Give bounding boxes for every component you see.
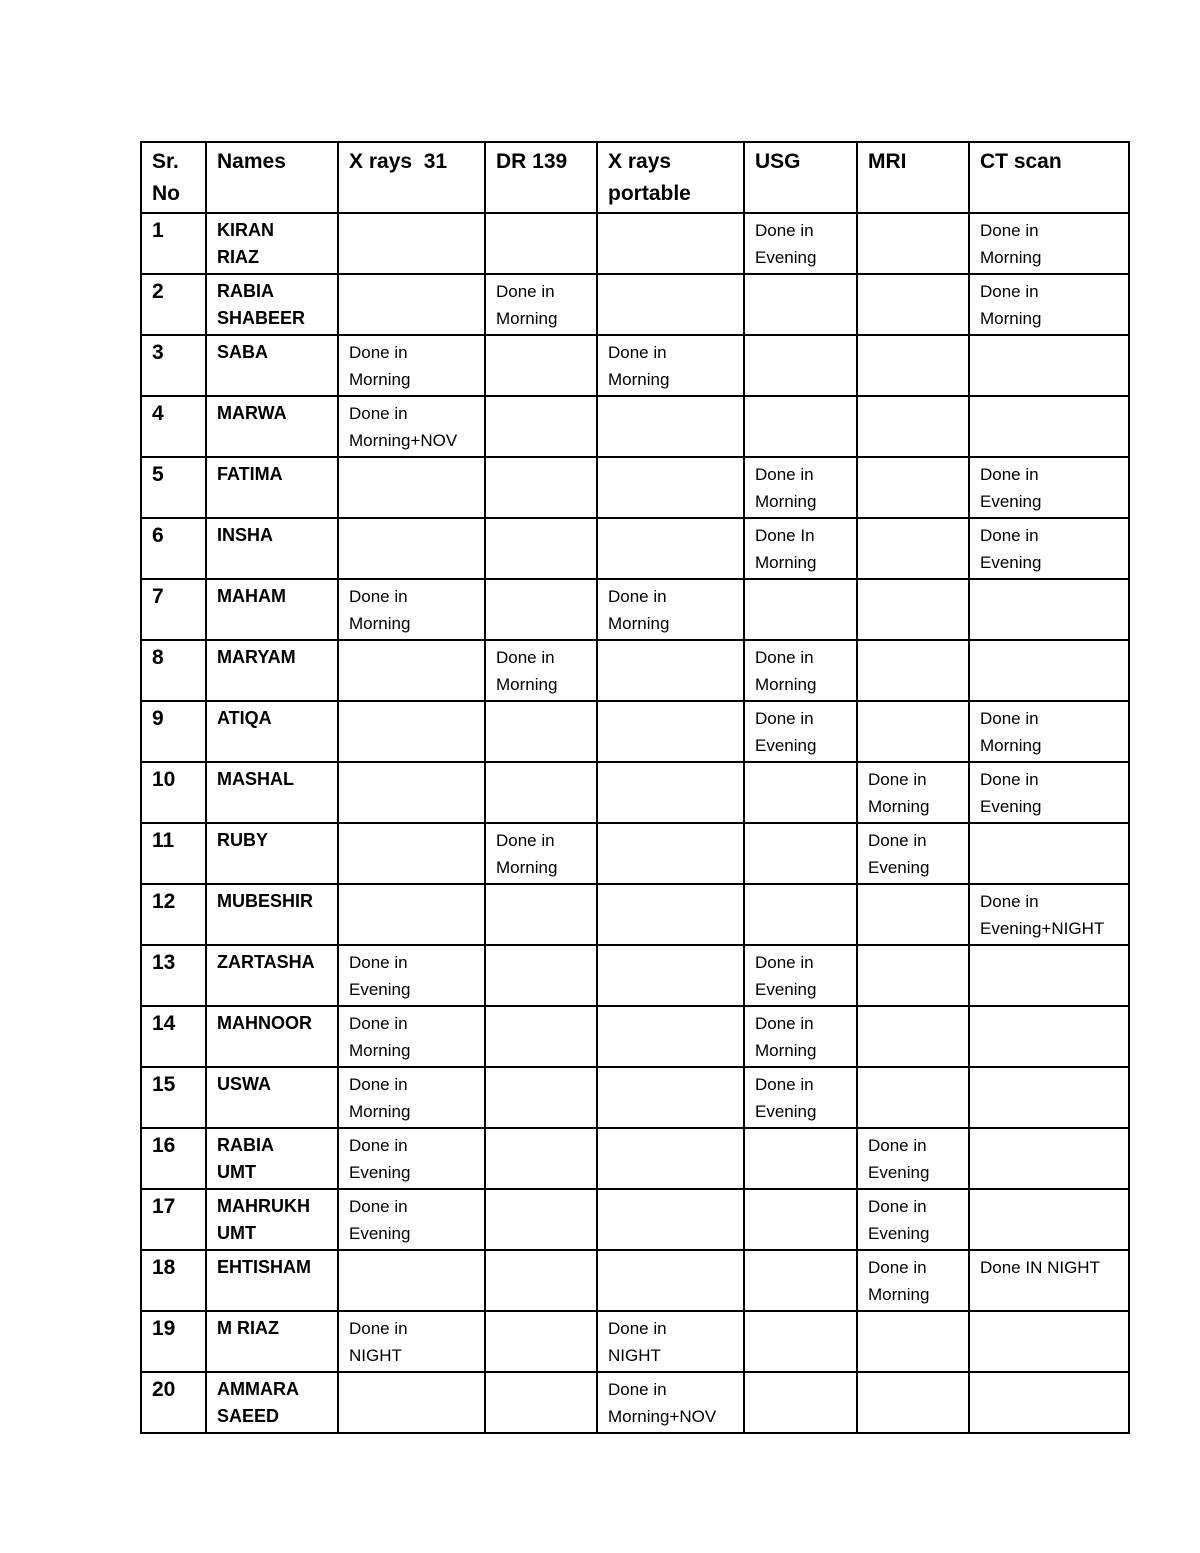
- mri-cell: Done in Evening: [857, 1128, 969, 1189]
- dr-139-cell: [485, 1250, 597, 1311]
- ct-scan-cell: [969, 1189, 1129, 1250]
- header-names: Names: [206, 142, 338, 213]
- header-xrays-31: X rays 31: [338, 142, 485, 213]
- xrays-portable-cell: [597, 1189, 744, 1250]
- usg-cell: [744, 823, 857, 884]
- xrays-31-cell: [338, 1372, 485, 1433]
- ct-scan-cell: Done in Evening: [969, 457, 1129, 518]
- mri-cell: [857, 213, 969, 274]
- table-row: [141, 1372, 1129, 1433]
- table-row: [141, 1128, 1129, 1189]
- xrays-portable-cell: Done in Morning: [597, 335, 744, 396]
- name-cell: RABIA SHABEER: [206, 274, 338, 335]
- xrays-portable-cell: Done in Morning: [597, 579, 744, 640]
- name-cell: MASHAL: [206, 762, 338, 823]
- dr-139-cell: [485, 1372, 597, 1433]
- dr-139-cell: [485, 396, 597, 457]
- usg-cell: Done in Morning: [744, 457, 857, 518]
- xrays-31-cell: Done in Evening: [338, 945, 485, 1006]
- xrays-portable-cell: Done in Morning+NOV: [597, 1372, 744, 1433]
- ct-scan-cell: [969, 640, 1129, 701]
- table-row: [141, 1189, 1129, 1250]
- sr-no-cell: 20: [141, 1372, 206, 1433]
- sr-no-cell: 7: [141, 579, 206, 640]
- sr-no-cell: 1: [141, 213, 206, 274]
- name-cell: FATIMA: [206, 457, 338, 518]
- name-cell: INSHA: [206, 518, 338, 579]
- header-dr-139: DR 139: [485, 142, 597, 213]
- mri-cell: [857, 396, 969, 457]
- xrays-31-cell: [338, 640, 485, 701]
- table-row: [141, 579, 1129, 640]
- xrays-portable-cell: [597, 518, 744, 579]
- dr-139-cell: [485, 579, 597, 640]
- mri-cell: [857, 945, 969, 1006]
- dr-139-cell: [485, 335, 597, 396]
- dr-139-cell: [485, 213, 597, 274]
- mri-cell: [857, 1311, 969, 1372]
- dr-139-cell: [485, 1311, 597, 1372]
- dr-139-cell: Done in Morning: [485, 274, 597, 335]
- table-row: [141, 701, 1129, 762]
- xrays-31-cell: Done in Morning: [338, 335, 485, 396]
- xrays-portable-cell: [597, 945, 744, 1006]
- table-row: [141, 396, 1129, 457]
- name-cell: M RIAZ: [206, 1311, 338, 1372]
- sr-no-cell: 17: [141, 1189, 206, 1250]
- xrays-portable-cell: [597, 884, 744, 945]
- xrays-portable-cell: [597, 762, 744, 823]
- xrays-31-cell: [338, 1250, 485, 1311]
- ct-scan-cell: Done in Morning: [969, 701, 1129, 762]
- table-row: [141, 945, 1129, 1006]
- xrays-portable-cell: [597, 1250, 744, 1311]
- ct-scan-cell: Done in Morning: [969, 213, 1129, 274]
- name-cell: MAHRUKH UMT: [206, 1189, 338, 1250]
- ct-scan-cell: Done IN NIGHT: [969, 1250, 1129, 1311]
- sr-no-cell: 3: [141, 335, 206, 396]
- xrays-31-cell: Done in NIGHT: [338, 1311, 485, 1372]
- ct-scan-cell: Done in Evening: [969, 762, 1129, 823]
- table-row: [141, 213, 1129, 274]
- ct-scan-cell: [969, 396, 1129, 457]
- xrays-31-cell: Done in Evening: [338, 1128, 485, 1189]
- sr-no-cell: 13: [141, 945, 206, 1006]
- xrays-portable-cell: [597, 1128, 744, 1189]
- ct-scan-cell: [969, 1311, 1129, 1372]
- table-body: [141, 213, 1129, 1433]
- dr-139-cell: [485, 1006, 597, 1067]
- table-row: [141, 640, 1129, 701]
- usg-cell: [744, 1372, 857, 1433]
- dr-139-cell: [485, 762, 597, 823]
- xrays-31-cell: Done in Morning: [338, 1006, 485, 1067]
- ct-scan-cell: [969, 335, 1129, 396]
- table-header: [141, 142, 1129, 213]
- table-row: [141, 1311, 1129, 1372]
- name-cell: ZARTASHA: [206, 945, 338, 1006]
- ct-scan-cell: [969, 945, 1129, 1006]
- dr-139-cell: [485, 945, 597, 1006]
- xrays-portable-cell: [597, 823, 744, 884]
- name-cell: RABIA UMT: [206, 1128, 338, 1189]
- ct-scan-cell: [969, 823, 1129, 884]
- header-mri: MRI: [857, 142, 969, 213]
- xrays-31-cell: [338, 457, 485, 518]
- sr-no-cell: 6: [141, 518, 206, 579]
- sr-no-cell: 10: [141, 762, 206, 823]
- xrays-31-cell: [338, 213, 485, 274]
- table-row: [141, 274, 1129, 335]
- table-row: [141, 1006, 1129, 1067]
- mri-cell: Done in Evening: [857, 823, 969, 884]
- usg-cell: [744, 762, 857, 823]
- usg-cell: [744, 884, 857, 945]
- name-cell: RUBY: [206, 823, 338, 884]
- header-ct-scan: CT scan: [969, 142, 1129, 213]
- xrays-portable-cell: Done in NIGHT: [597, 1311, 744, 1372]
- table-row: [141, 518, 1129, 579]
- xrays-portable-cell: [597, 396, 744, 457]
- sr-no-cell: 14: [141, 1006, 206, 1067]
- duty-roster-table: [140, 141, 1130, 1434]
- ct-scan-cell: Done in Evening+NIGHT: [969, 884, 1129, 945]
- name-cell: MARWA: [206, 396, 338, 457]
- usg-cell: [744, 1128, 857, 1189]
- usg-cell: Done in Evening: [744, 1067, 857, 1128]
- mri-cell: [857, 518, 969, 579]
- name-cell: MAHAM: [206, 579, 338, 640]
- xrays-31-cell: Done in Morning+NOV: [338, 396, 485, 457]
- dr-139-cell: [485, 701, 597, 762]
- usg-cell: Done in Morning: [744, 640, 857, 701]
- mri-cell: [857, 884, 969, 945]
- sr-no-cell: 19: [141, 1311, 206, 1372]
- dr-139-cell: Done in Morning: [485, 823, 597, 884]
- table-row: [141, 762, 1129, 823]
- usg-cell: [744, 335, 857, 396]
- name-cell: SABA: [206, 335, 338, 396]
- xrays-portable-cell: [597, 213, 744, 274]
- dr-139-cell: [485, 1128, 597, 1189]
- usg-cell: [744, 1311, 857, 1372]
- usg-cell: Done in Morning: [744, 1006, 857, 1067]
- header-xrays-portable: X rays portable: [597, 142, 744, 213]
- mri-cell: [857, 335, 969, 396]
- table-row: [141, 884, 1129, 945]
- table-row: [141, 1067, 1129, 1128]
- mri-cell: Done in Evening: [857, 1189, 969, 1250]
- xrays-portable-cell: [597, 1006, 744, 1067]
- xrays-31-cell: [338, 518, 485, 579]
- mri-cell: [857, 1067, 969, 1128]
- dr-139-cell: [485, 518, 597, 579]
- usg-cell: [744, 579, 857, 640]
- ct-scan-cell: Done in Evening: [969, 518, 1129, 579]
- header-usg: USG: [744, 142, 857, 213]
- ct-scan-cell: [969, 1372, 1129, 1433]
- usg-cell: [744, 1189, 857, 1250]
- mri-cell: [857, 1006, 969, 1067]
- xrays-portable-cell: [597, 274, 744, 335]
- sr-no-cell: 12: [141, 884, 206, 945]
- table-row: [141, 335, 1129, 396]
- xrays-portable-cell: [597, 701, 744, 762]
- sr-no-cell: 11: [141, 823, 206, 884]
- mri-cell: [857, 457, 969, 518]
- mri-cell: Done in Morning: [857, 1250, 969, 1311]
- dr-139-cell: [485, 457, 597, 518]
- usg-cell: [744, 1250, 857, 1311]
- xrays-portable-cell: [597, 640, 744, 701]
- sr-no-cell: 8: [141, 640, 206, 701]
- sr-no-cell: 5: [141, 457, 206, 518]
- name-cell: ATIQA: [206, 701, 338, 762]
- dr-139-cell: [485, 884, 597, 945]
- xrays-31-cell: Done in Evening: [338, 1189, 485, 1250]
- sr-no-cell: 2: [141, 274, 206, 335]
- dr-139-cell: [485, 1067, 597, 1128]
- name-cell: MAHNOOR: [206, 1006, 338, 1067]
- xrays-31-cell: [338, 701, 485, 762]
- name-cell: MARYAM: [206, 640, 338, 701]
- mri-cell: [857, 579, 969, 640]
- mri-cell: [857, 274, 969, 335]
- name-cell: KIRAN RIAZ: [206, 213, 338, 274]
- usg-cell: Done in Evening: [744, 701, 857, 762]
- mri-cell: [857, 701, 969, 762]
- usg-cell: Done in Evening: [744, 213, 857, 274]
- header-sr-no: Sr. No: [141, 142, 206, 213]
- table-row: [141, 457, 1129, 518]
- dr-139-cell: Done in Morning: [485, 640, 597, 701]
- name-cell: EHTISHAM: [206, 1250, 338, 1311]
- xrays-31-cell: [338, 762, 485, 823]
- mri-cell: Done in Morning: [857, 762, 969, 823]
- table-row: [141, 1250, 1129, 1311]
- ct-scan-cell: [969, 1067, 1129, 1128]
- table-row: [141, 823, 1129, 884]
- xrays-portable-cell: [597, 457, 744, 518]
- mri-cell: [857, 1372, 969, 1433]
- mri-cell: [857, 640, 969, 701]
- xrays-portable-cell: [597, 1067, 744, 1128]
- usg-cell: [744, 396, 857, 457]
- name-cell: MUBESHIR: [206, 884, 338, 945]
- ct-scan-cell: Done in Morning: [969, 274, 1129, 335]
- ct-scan-cell: [969, 1128, 1129, 1189]
- dr-139-cell: [485, 1189, 597, 1250]
- xrays-31-cell: [338, 884, 485, 945]
- header-row: [141, 142, 1129, 213]
- xrays-31-cell: Done in Morning: [338, 1067, 485, 1128]
- usg-cell: Done in Evening: [744, 945, 857, 1006]
- ct-scan-cell: [969, 579, 1129, 640]
- sr-no-cell: 4: [141, 396, 206, 457]
- ct-scan-cell: [969, 1006, 1129, 1067]
- sr-no-cell: 15: [141, 1067, 206, 1128]
- name-cell: USWA: [206, 1067, 338, 1128]
- name-cell: AMMARA SAEED: [206, 1372, 338, 1433]
- xrays-31-cell: [338, 823, 485, 884]
- sr-no-cell: 9: [141, 701, 206, 762]
- sr-no-cell: 18: [141, 1250, 206, 1311]
- sr-no-cell: 16: [141, 1128, 206, 1189]
- usg-cell: Done In Morning: [744, 518, 857, 579]
- usg-cell: [744, 274, 857, 335]
- xrays-31-cell: [338, 274, 485, 335]
- xrays-31-cell: Done in Morning: [338, 579, 485, 640]
